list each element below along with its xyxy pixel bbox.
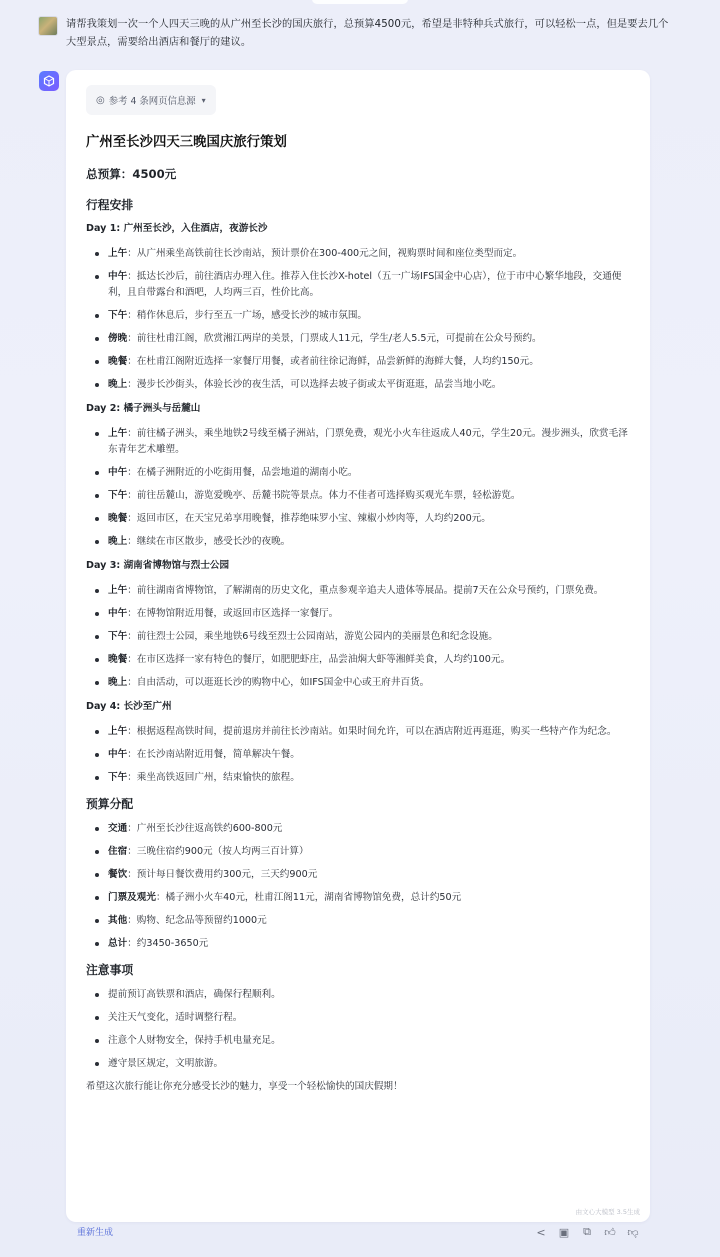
list-item [86, 913, 631, 929]
day-items [86, 583, 631, 691]
list-item [86, 675, 631, 691]
item-text: ：从广州乘坐高铁前往长沙南站，预计票价在300-400元之间，视购票时间和座位类型而定。 [127, 248, 523, 259]
sources-icon: ◎ [96, 94, 105, 106]
notes-heading: 注意事项 [86, 963, 134, 977]
item-label: 上午 [108, 585, 128, 596]
item-label: 中午 [108, 608, 128, 619]
item-text: ：在橘子洲附近的小吃街用餐，品尝地道的湖南小吃。 [127, 467, 358, 478]
action-bar [532, 1224, 642, 1240]
item-label: 中午 [108, 467, 128, 478]
list-item [86, 269, 631, 301]
cube-icon [43, 75, 55, 87]
answer-content [86, 130, 631, 1095]
item-text: ：约3450-3650元 [127, 938, 209, 949]
item-text: ：在长沙南站附近用餐，简单解决午餐。 [127, 749, 300, 760]
itinerary-heading: 行程安排 [86, 198, 134, 212]
budget-heading: 预算分配 [86, 797, 134, 811]
item-text: ：广州至长沙往返高铁约600-800元 [127, 823, 283, 834]
thumbs-down-icon[interactable]: 👎︎ [627, 1225, 639, 1239]
list-item [86, 770, 631, 786]
itinerary-days [86, 220, 631, 786]
item-label: 晚餐 [108, 654, 128, 665]
item-text: ：在杜甫江阁附近选择一家餐厅用餐，或者前往徐记海鲜，品尝新鲜的海鲜大餐，人均约150元。 [127, 356, 539, 367]
day-title: Day 2: 橘子洲头与岳麓山 [86, 403, 201, 414]
list-item [86, 488, 631, 504]
list-item [86, 890, 631, 906]
item-label: 下午 [108, 631, 128, 642]
item-text: ：前往湖南省博物馆，了解湖南的历史文化，重点参观辛追夫人遗体等展品。提前7天在公众号预约，门票免费。 [127, 585, 604, 596]
item-label: 上午 [108, 726, 128, 737]
item-label: 晚餐 [108, 513, 128, 524]
list-item [86, 377, 631, 393]
item-text: ：前往杜甫江阁，欣赏湘江两岸的美景，门票成人11元，学生/老人5.5元，可提前在公众号预约。 [127, 333, 542, 344]
item-text: ：前往橘子洲头，乘坐地铁2号线至橘子洲站，门票免费，观光小火车往返成人40元，学生20元。漫步洲头，欣赏毛泽东青年艺术雕塑。 [108, 428, 628, 455]
item-text: ：稍作休息后，步行至五一广场，感受长沙的城市氛围。 [127, 310, 368, 321]
item-text: ：继续在市区散步，感受长沙的夜晚。 [127, 536, 291, 547]
item-label: 傍晚 [108, 333, 128, 344]
share-icon[interactable]: < [536, 1225, 546, 1239]
item-label: 晚上 [108, 677, 128, 688]
day-title: Day 1: 广州至长沙，入住酒店，夜游长沙 [86, 223, 268, 234]
item-label: 总计 [108, 938, 128, 949]
bot-avatar-icon [39, 71, 59, 91]
references-button[interactable] [86, 85, 216, 115]
day-items [86, 724, 631, 786]
item-text: ：前往岳麓山，游览爱晚亭、岳麓书院等景点。体力不佳者可选择购买观光车票，轻松游览。 [127, 490, 521, 501]
chevron-down-icon: ▾ [201, 95, 206, 105]
note-item: 提前预订高铁票和酒店，确保行程顺利。 [86, 987, 631, 1003]
day-title: Day 3: 湖南省博物馆与烈士公园 [86, 560, 230, 571]
item-text: ：乘坐高铁返回广州，结束愉快的旅程。 [127, 772, 300, 783]
item-label: 上午 [108, 428, 128, 439]
item-label: 晚餐 [108, 356, 128, 367]
day-items [86, 246, 631, 393]
item-text: ：自由活动，可以逛逛长沙的购物中心，如IFS国金中心或王府井百货。 [127, 677, 430, 688]
item-text: ：在博物馆附近用餐，或返回市区选择一家餐厅。 [127, 608, 339, 619]
item-text: ：漫步长沙街头，体验长沙的夜生活，可以选择去坡子街或太平街逛逛，品尝当地小吃。 [127, 379, 502, 390]
note-item: 关注天气变化，适时调整行程。 [86, 1010, 631, 1026]
item-text: ：预计每日餐饮费用约300元，三天约900元 [127, 869, 318, 880]
copy-icon[interactable]: ⧉ [583, 1225, 591, 1238]
closing-text: 希望这次旅行能让你充分感受长沙的魅力，享受一个轻松愉快的国庆假期！ [86, 1081, 403, 1092]
user-avatar [38, 16, 58, 36]
item-label: 下午 [108, 310, 128, 321]
list-item [86, 426, 631, 458]
list-item [86, 652, 631, 668]
list-item [86, 583, 631, 599]
list-item [86, 724, 631, 740]
item-text: ：返回市区，在天宝兄弟享用晚餐，推荐绝味罗小宝、辣椒小炒肉等，人均约200元。 [127, 513, 491, 524]
item-label: 晚上 [108, 536, 128, 547]
item-label: 上午 [108, 248, 128, 259]
note-item: 遵守景区规定，文明旅游。 [86, 1056, 631, 1072]
regenerate-button[interactable]: 重新生成 [77, 1228, 114, 1238]
item-text: ：三晚住宿约900元（按人均两三百计算） [127, 846, 309, 857]
item-text: ：前往烈士公园，乘坐地铁6号线至烈士公园南站，游览公园内的美丽景色和纪念设施。 [127, 631, 498, 642]
list-item [86, 606, 631, 622]
list-item [86, 534, 631, 550]
list-item [86, 465, 631, 481]
budget-total: 总预算：4500元 [86, 167, 177, 181]
list-item [86, 867, 631, 883]
day-title: Day 4: 长沙至广州 [86, 701, 172, 712]
item-label: 住宿 [108, 846, 128, 857]
list-item [86, 308, 631, 324]
list-item [86, 331, 631, 347]
item-text: ：在市区选择一家有特色的餐厅，如肥肥虾庄，品尝油焖大虾等湘鲜美食，人均约100元。 [127, 654, 511, 665]
list-item [86, 246, 631, 262]
item-text: ：根据返程高铁时间，提前退房并前往长沙南站。如果时间允许，可以在酒店附近再逛逛，购买一些特产作为纪念。 [127, 726, 617, 737]
budget-list [86, 821, 631, 952]
item-label: 其他 [108, 915, 128, 926]
item-label: 中午 [108, 271, 128, 282]
item-text: ：购物、纪念品等预留约1000元 [127, 915, 267, 926]
list-item [86, 936, 631, 952]
answer-title: 广州至长沙四天三晚国庆旅行策划 [86, 135, 287, 150]
list-item [86, 511, 631, 527]
day-items [86, 426, 631, 550]
list-item [86, 354, 631, 370]
references-label: 参考 4 条网页信息源 [108, 96, 196, 107]
item-label: 中午 [108, 749, 128, 760]
item-label: 下午 [108, 772, 128, 783]
list-item [86, 821, 631, 837]
watermark: 由文心大模型 3.5生成 [575, 1208, 640, 1216]
user-message-text: 请帮我策划一次一个人四天三晚的从广州至长沙的国庆旅行，总预算4500元，希望是非特种兵式旅行，可以轻松一点，但是要去几个大型景点，需要给出酒店和餐厅的建议。 [66, 19, 669, 48]
item-text: ：橘子洲小火车40元，杜甫江阁11元，湖南省博物馆免费，总计约50元 [155, 892, 462, 903]
thumbs-up-icon[interactable]: 👍︎ [604, 1225, 616, 1239]
answer-card [66, 70, 650, 1222]
item-label: 门票及观光 [108, 892, 156, 903]
list-item [86, 844, 631, 860]
item-label: 餐饮 [108, 869, 128, 880]
list-item [86, 629, 631, 645]
item-text: ：抵达长沙后，前往酒店办理入住。推荐入住长沙X-hotel（五一广场IFS国金中心店），位于市中心繁华地段，交通便利，且自带露台和酒吧，人均两三百，性价比高。 [108, 271, 622, 298]
item-label: 下午 [108, 490, 128, 501]
notes-list [86, 987, 631, 1072]
top-handle [312, 0, 408, 4]
item-label: 交通 [108, 823, 128, 834]
image-icon[interactable]: ▣ [558, 1225, 570, 1239]
user-message [38, 16, 678, 52]
note-item: 注意个人财物安全，保持手机电量充足。 [86, 1033, 631, 1049]
list-item [86, 747, 631, 763]
item-label: 晚上 [108, 379, 128, 390]
